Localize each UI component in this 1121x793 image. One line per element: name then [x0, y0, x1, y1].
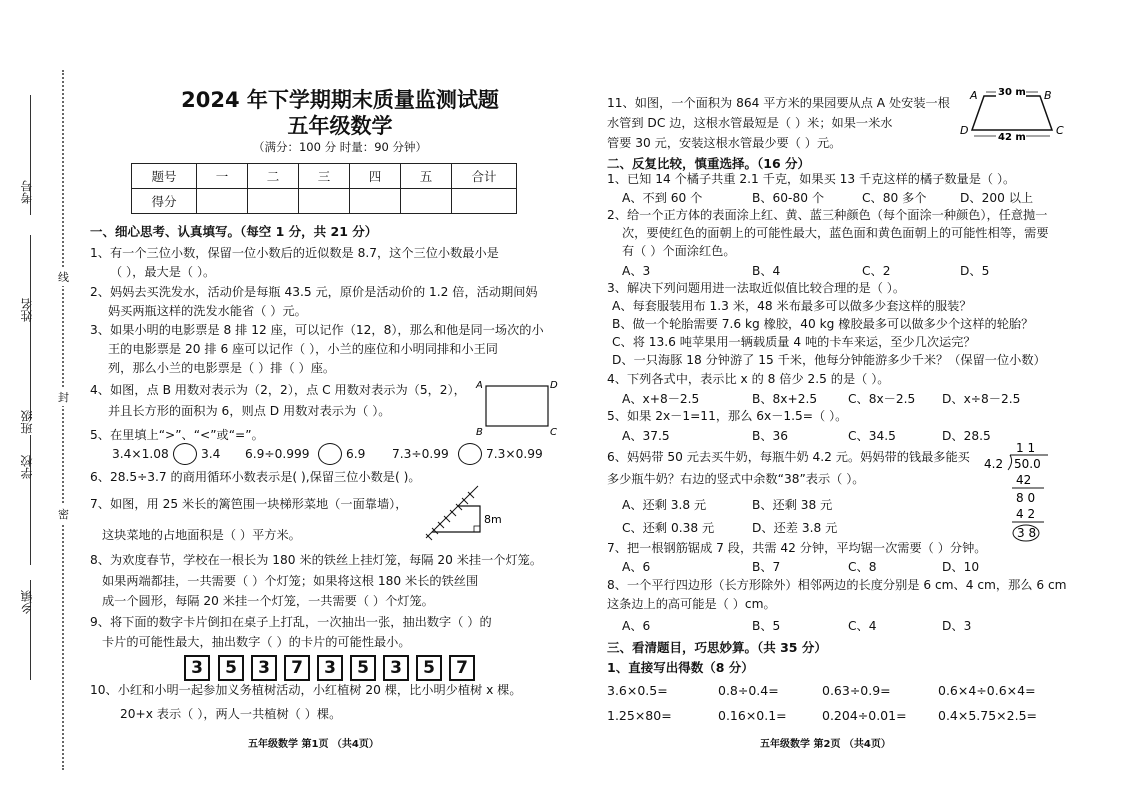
rect-point-a: A: [476, 380, 483, 391]
score-cell[interactable]: [248, 189, 299, 214]
score-header-cell: 一: [197, 164, 248, 189]
score-header-cell: 题号: [132, 164, 197, 189]
option-c[interactable]: C、8x－2.5: [848, 392, 916, 406]
score-header-cell: 五: [401, 164, 452, 189]
question-line: 4、如图，点 B 用数对表示为（2，2），点 C 用数对表示为（5，2），: [90, 383, 466, 397]
name-rule: [30, 235, 31, 355]
compare-circle[interactable]: [173, 443, 197, 465]
option-line-d[interactable]: D、一只海豚 18 分钟游了 15 千米，他每分钟能游多少千米？（保留一位小数）: [612, 353, 1046, 367]
number-card: 3: [251, 655, 277, 681]
right-angle-mark: [474, 526, 480, 532]
number-card: 5: [218, 655, 244, 681]
division-divisor: 4.2: [984, 457, 1004, 471]
compare-expr: 6.9: [346, 447, 366, 461]
number-card: 3: [383, 655, 409, 681]
question-line: 6、28.5÷3.7 的商用循环小数表示是( ),保留三位小数是( )。: [90, 470, 421, 484]
division-step: 4 2: [1016, 507, 1036, 521]
division-quotient: 1 1: [1016, 441, 1036, 455]
option-a[interactable]: A、6: [622, 560, 651, 574]
rect-point-c: C: [550, 427, 557, 438]
score-cell[interactable]: [197, 189, 248, 214]
question-line: （ ），最大是（ ）。: [110, 265, 216, 279]
question-line: 这块菜地的占地面积是（ ）平方米。: [102, 528, 301, 542]
seal-char-line: 线: [58, 268, 69, 286]
question-line: 4、下列各式中，表示比 x 的 8 倍少 2.5 的是（ ）。: [607, 372, 890, 386]
option-c[interactable]: C、34.5: [848, 429, 896, 443]
option-d[interactable]: D、5: [960, 264, 990, 278]
number-card: 5: [350, 655, 376, 681]
question-line: 8、为欢度春节，学校在一根长为 180 米的铁丝上挂灯笼，每隔 20 米挂一个灯笼。: [90, 553, 543, 567]
option-d[interactable]: D、3: [942, 619, 972, 633]
number-card: 3: [317, 655, 343, 681]
score-cell[interactable]: [452, 189, 517, 214]
question-line: 并且长方形的面积为 6，则点 D 用数对表示为（ ）。: [108, 404, 391, 418]
score-cell[interactable]: [299, 189, 350, 214]
score-header-cell: 四: [350, 164, 401, 189]
page-footer-right: 五年级数学 第2页 （共4页）: [760, 739, 891, 750]
option-line-a[interactable]: A、每套服装用布 1.3 米，48 米布最多可以做多少套这样的服装？: [612, 299, 972, 313]
score-row-label: 得分: [132, 189, 197, 214]
option-a[interactable]: A、还剩 3.8 元: [622, 498, 707, 512]
score-table: [131, 163, 517, 214]
class-rule: [30, 340, 31, 420]
exam-title: 2024 年下学期期末质量监测试题: [181, 88, 499, 112]
question-line: 如果两端都挂，一共需要（ ）个灯笼；如果将这根 180 米长的铁丝围: [102, 574, 479, 588]
option-b[interactable]: B、5: [752, 619, 781, 633]
question-line: 10、小红和小明一起参加义务植树活动，小红植树 20 棵，比小明少植树 x 棵。: [90, 683, 522, 697]
score-table-score-row: [132, 189, 517, 214]
question-line: 2、给一个正方体的表面涂上红、黄、蓝三种颜色（每个面涂一种颜色），任意抛一: [607, 208, 1048, 222]
rectangle-shape: [486, 386, 548, 426]
question-line: 妈买两瓶这样的洗发水能省（ ）元。: [108, 304, 307, 318]
calc-item: 0.8÷0.4=: [718, 683, 779, 698]
question-line: 水管到 DC 边，这根水管最短是（ ）米；如果一米水: [607, 116, 893, 130]
calc-item: 0.204÷0.01=: [822, 708, 907, 723]
question-line: 2、妈妈去买洗发水，活动价是每瓶 43.5 元，原价是活动价的 1.2 倍，活动期间妈: [90, 285, 538, 299]
trap-point-d: D: [960, 124, 969, 137]
compare-expr: 3.4×1.08: [112, 447, 169, 461]
option-a[interactable]: A、37.5: [622, 429, 670, 443]
option-b[interactable]: B、8x+2.5: [752, 392, 818, 406]
option-b[interactable]: B、60-80 个: [752, 191, 825, 205]
class-label: 班级: [20, 410, 34, 434]
bottom-length-label: 42 m: [998, 132, 1026, 142]
number-card: 3: [184, 655, 210, 681]
calc-item: 3.6×0.5=: [607, 683, 668, 698]
subsection-1-heading: 1、直接写出得数（8 分）: [607, 660, 754, 675]
question-line: 管要 30 元，安装这根水管最少要（ ）元。: [607, 136, 842, 150]
option-d[interactable]: D、10: [942, 560, 980, 574]
option-b[interactable]: B、4: [752, 264, 781, 278]
question-line: 7、如图，用 25 米长的篱笆围一块梯形菜地（一面靠墙），: [90, 497, 408, 511]
question-line: 王的电影票是 20 排 6 座可以记作（ ），小兰的座位和小明同排和小王同: [108, 342, 498, 356]
orchard-trapezoid: [972, 96, 1052, 130]
option-d[interactable]: D、x÷8－2.5: [942, 392, 1021, 406]
orchard-trapezoid-figure: [958, 84, 1070, 142]
number-card: 7: [284, 655, 310, 681]
option-a[interactable]: A、不到 60 个: [622, 191, 703, 205]
option-c[interactable]: C、还剩 0.38 元: [622, 521, 715, 535]
score-header-cell: 合计: [452, 164, 517, 189]
option-a[interactable]: A、x+8－2.5: [622, 392, 700, 406]
option-line-c[interactable]: C、将 13.6 吨苹果用一辆载质量 4 吨的卡车来运，至少几次运完？: [612, 335, 976, 349]
option-b[interactable]: B、7: [752, 560, 781, 574]
question-line: 有（ ）个面涂红色。: [622, 244, 736, 258]
compare-circle[interactable]: [458, 443, 482, 465]
calc-item: 1.25×80=: [607, 708, 672, 723]
compare-circle[interactable]: [318, 443, 342, 465]
question-line: 1、有一个三位小数，保留一位小数后的近似数是 8.7，这个三位小数最小是: [90, 246, 499, 260]
height-label: 8m: [484, 513, 502, 526]
calc-item: 0.63÷0.9=: [822, 683, 891, 698]
compare-expr: 3.4: [201, 447, 221, 461]
option-d[interactable]: D、还差 3.8 元: [752, 521, 838, 535]
option-c[interactable]: C、2: [862, 264, 891, 278]
division-remainder: 3 8: [1017, 526, 1037, 540]
top-length-label: 30 m: [998, 87, 1026, 98]
score-header-cell: 二: [248, 164, 299, 189]
question-line: 9、将下面的数字卡片倒扣在桌子上打乱，一次抽出一张，抽出数字（ ）的: [90, 615, 492, 629]
page-footer-left: 五年级数学 第1页 （共4页）: [248, 739, 379, 750]
school-label: 学校: [20, 455, 34, 479]
score-header-cell: 三: [299, 164, 350, 189]
question-line: 成一个圆形，每隔 20 米挂一个灯笼，一共需要（ ）个灯笼。: [102, 594, 434, 608]
score-table-header-row: [132, 164, 517, 189]
trap-point-b: B: [1044, 89, 1052, 102]
rectangle-figure: [474, 377, 560, 439]
rect-point-b: B: [476, 427, 483, 438]
option-c[interactable]: C、8: [848, 560, 877, 574]
compare-expr: 6.9÷0.999: [245, 447, 310, 461]
seal-dotted-line: [62, 70, 64, 770]
score-cell[interactable]: [350, 189, 401, 214]
town-label: 乡镇: [20, 590, 34, 614]
option-c[interactable]: C、80 多个: [862, 191, 927, 205]
option-a[interactable]: A、3: [622, 264, 651, 278]
section-2-heading: 二、反复比较，慎重选择。（16 分）: [607, 156, 810, 171]
division-bracket: [1008, 455, 1012, 470]
option-d[interactable]: D、28.5: [942, 429, 991, 443]
division-step: 42: [1016, 473, 1032, 487]
score-cell[interactable]: [401, 189, 452, 214]
option-line-b[interactable]: B、做一个轮胎需要 7.6 kg 橡胶，40 kg 橡胶最多可以做多少个这样的轮胎？: [612, 317, 1034, 331]
section-1-heading: 一、细心思考、认真填写。（每空 1 分，共 21 分）: [90, 224, 378, 239]
exam-subtitle: 五年级数学: [287, 114, 393, 138]
question-line: 1、已知 14 个橘子共重 2.1 千克，如果买 13 千克这样的橘子数量是（ ）。: [607, 172, 1016, 186]
exam-info: （满分：100 分 时量：90 分钟）: [252, 140, 428, 154]
calc-item: 0.16×0.1=: [718, 708, 787, 723]
question-line: 7、把一根钢筋锯成 7 段，共需 42 分钟，平均锯一次需要（ ）分钟。: [607, 541, 987, 555]
question-line: 多少瓶牛奶？右边的竖式中余数“38”表示（ ）。: [607, 472, 865, 486]
long-division: [982, 440, 1052, 544]
question-line: 20+x 表示（ ），两人一共植树（ ）棵。: [120, 707, 342, 721]
compare-expr: 7.3×0.99: [486, 447, 543, 461]
question-line: 卡片的可能性最大，抽出数字（ ）的卡片的可能性最小。: [102, 635, 411, 649]
trap-point-a: A: [970, 89, 978, 102]
question-line: 3、如果小明的电影票是 8 排 12 座，可以记作（12，8），那么和他是同一场次的小: [90, 323, 544, 337]
option-c[interactable]: C、4: [848, 619, 877, 633]
question-line: 这条边上的高可能是（ ）cm。: [607, 597, 776, 611]
question-line: 8、一个平行四边形（长方形除外）相邻两边的长度分别是 6 cm、4 cm，那么 6 cm: [607, 578, 1067, 592]
question-line: 次，要使红色的面朝上的可能性最大，蓝色面和黄色面朝上的可能性相等，需要: [622, 226, 1049, 240]
compare-expr: 7.3÷0.99: [392, 447, 449, 461]
calc-item: 0.6×4÷0.6×4=: [938, 683, 1036, 698]
seal-char-seal: 封: [58, 388, 69, 406]
question-line: 5、如果 2x－1=11，那么 6x－1.5=（ ）。: [607, 409, 848, 423]
number-card: 5: [416, 655, 442, 681]
question-line: 3、解决下列问题用进一法取近似值比较合理的是（ ）。: [607, 281, 906, 295]
trapezoid-garden-figure: [418, 482, 518, 544]
question-line: 5、在里填上“>”、“<”或“=”。: [90, 428, 264, 442]
number-card: 7: [449, 655, 475, 681]
section-3-heading: 三、看清题目，巧思妙算。（共 35 分）: [607, 640, 827, 655]
option-b[interactable]: B、还剩 38 元: [752, 498, 833, 512]
question-line: 11、如图，一个面积为 864 平方米的果园要从点 A 处安装一根: [607, 96, 950, 110]
seal-char-secret: 密: [58, 505, 69, 523]
division-step: 8 0: [1016, 491, 1036, 505]
trap-point-c: C: [1056, 124, 1064, 137]
question-line: 列，那么小兰的电影票是（ ）排（ ）座。: [108, 361, 336, 375]
fence-outline: [432, 506, 480, 532]
calc-item: 0.4×5.75×2.5=: [938, 708, 1038, 723]
question-line: 6、妈妈带 50 元去买牛奶，每瓶牛奶 4.2 元。妈妈带的钱最多能买: [607, 450, 970, 464]
division-dividend: 50.0: [1014, 457, 1041, 471]
option-b[interactable]: B、36: [752, 429, 789, 443]
name-label: 姓名: [20, 298, 34, 322]
option-d[interactable]: D、200 以上: [960, 191, 1034, 205]
option-a[interactable]: A、6: [622, 619, 651, 633]
exam-number-label: 考号: [20, 180, 34, 204]
rect-point-d: D: [550, 380, 558, 391]
